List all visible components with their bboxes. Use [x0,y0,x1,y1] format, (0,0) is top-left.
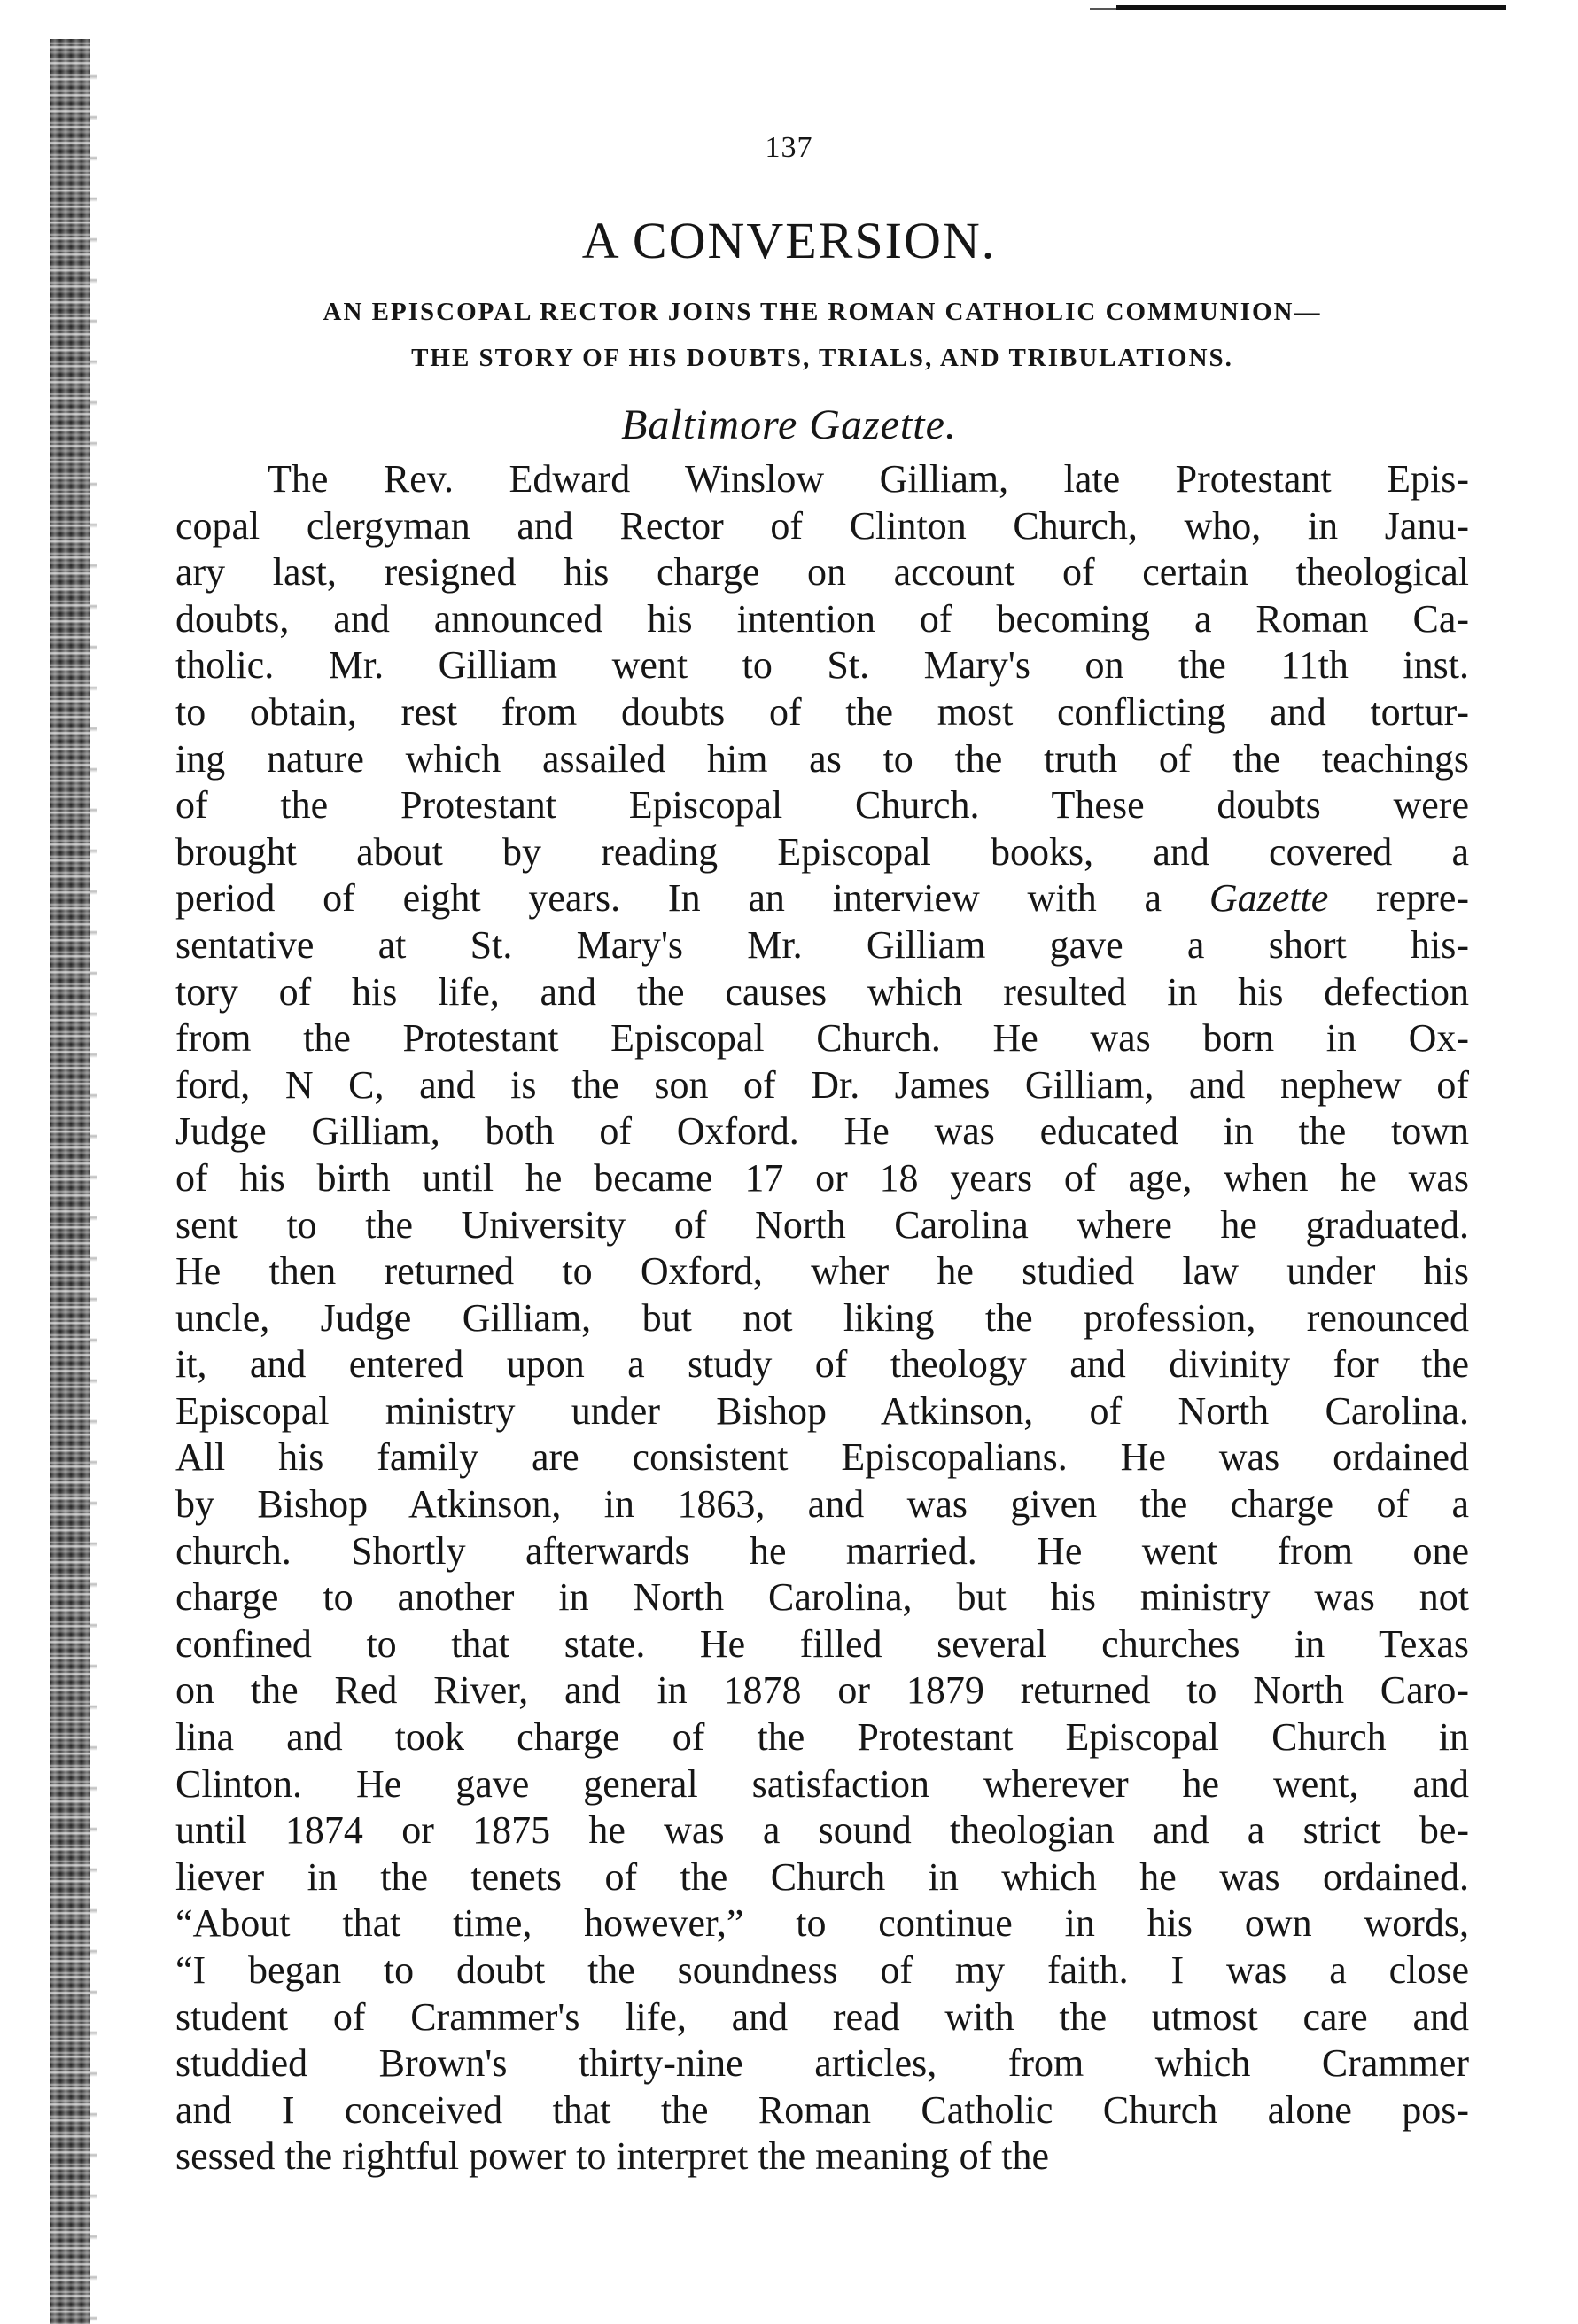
body-line: tory of his life, and the causes which resulted in his defection [175,969,1469,1014]
body-line: copal clergyman and Rector of Clinton Church, who, in Janu- [175,503,1469,548]
body-line: by Bishop Atkinson, in 1863, and was given the charge of a [175,1482,1469,1527]
body-line: of the Protestant Episcopal Church. These doubts were [175,783,1469,828]
body-line: “About that time, however,” to continue in his own words, [175,1901,1469,1946]
scan-artifact-rule [1116,5,1506,10]
article-subheading-line-1: AN EPISCOPAL RECTOR JOINS THE ROMAN CATHOLIC COMMUNION— [323,298,1322,326]
body-line: ary last, resigned his charge on account of certain theological [175,550,1469,595]
body-line: All his family are consistent Episcopalians. He was ordained [175,1435,1469,1480]
article-body [175,456,1469,2180]
body-line: ing nature which assailed him as to the truth of the teachings [175,736,1469,781]
body-line: sessed the rightful power to interpret the meaning of the [175,2134,1050,2179]
body-line: sentative at St. Mary's Mr. Gilliam gave a short his- [175,922,1469,967]
body-line: “I began to doubt the soundness of my faith. I was a close [175,1948,1469,1992]
publication-name: Gazette [1209,876,1329,921]
body-line: confined to that state. He filled several churches in Texas [175,1621,1469,1666]
body-line: studdied Brown's thirty-nine articles, from which Crammer [175,2041,1469,2086]
article-source: Baltimore Gazette. [621,401,957,448]
article-title: A CONVERSION. [581,212,997,269]
body-line: church. Shortly afterwards he married. He went from one [175,1528,1469,1573]
body-line: liever in the tenets of the Church in which he was ordained. [175,1854,1469,1899]
body-line: doubts, and announced his intention of becoming a Roman Ca- [175,596,1469,641]
body-line: period of eight years. In an interview with a Gazette repre- [175,876,1469,921]
page-number: 137 [765,131,813,164]
body-line: charge to another in North Carolina, but his ministry was not [175,1575,1469,1620]
body-line: ford, N C, and is the son of Dr. James Gilliam, and nephew of [175,1062,1469,1107]
body-line: lina and took charge of the Protestant Episcopal Church in [175,1715,1469,1760]
body-line: uncle, Judge Gilliam, but not liking the profession, renounced [175,1295,1469,1340]
body-line: it, and entered upon a study of theology and divinity for the [175,1342,1469,1387]
body-line: of his birth until he became 17 or 18 years of age, when he was [175,1155,1469,1200]
body-line: student of Crammer's life, and read with the utmost care and [175,1994,1469,2039]
body-line: until 1874 or 1875 he was a sound theologian and a strict be- [175,1808,1469,1853]
binding-shadow [90,39,97,2324]
body-line: on the Red River, and in 1878 or 1879 returned to North Caro- [175,1668,1469,1713]
body-line: He then returned to Oxford, wher he studied law under his [175,1249,1469,1294]
binding-edge [50,39,90,2324]
body-line: Clinton. He gave general satisfaction wherever he went, and [175,1761,1469,1806]
body-line: brought about by reading Episcopal books, and covered a [175,829,1469,874]
body-line: Judge Gilliam, both of Oxford. He was educated in the town [175,1109,1469,1154]
body-line: sent to the University of North Carolina where he graduated. [175,1202,1469,1247]
scan-artifact-rule-thin [1090,8,1116,10]
article-subheading-line-2: THE STORY OF HIS DOUBTS, TRIALS, AND TRIBULATIONS. [411,344,1233,372]
body-line: The Rev. Edward Winslow Gilliam, late Protestant Epis- [268,457,1469,501]
body-line: tholic. Mr. Gilliam went to St. Mary's on the 11th inst. [175,643,1469,688]
body-line: from the Protestant Episcopal Church. He was born in Ox- [175,1016,1469,1061]
body-line: and I conceived that the Roman Catholic Church alone pos- [175,2087,1469,2132]
body-line: to obtain, rest from doubts of the most conflicting and tortur- [175,689,1469,734]
body-line: Episcopal ministry under Bishop Atkinson, of North Carolina. [175,1388,1469,1433]
